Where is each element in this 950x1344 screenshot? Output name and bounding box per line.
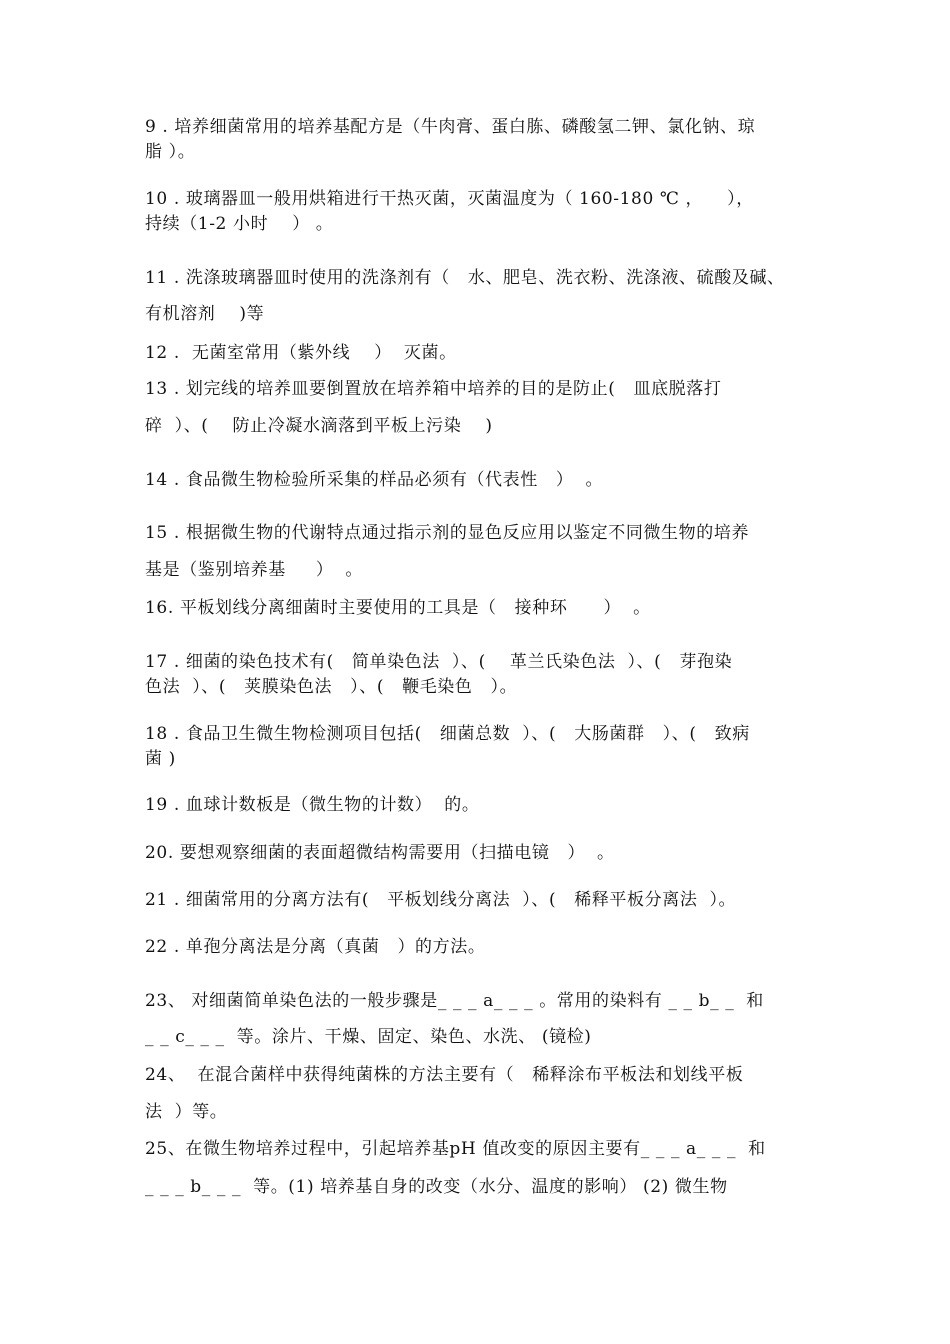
q17-line-1: 17 . 细菌的染色技术有( 简单染色法 ）、( 革兰氏染色法 ）、( 芽孢染	[145, 652, 733, 672]
q23-line-1: 23、 对细菌简单染色法的一般步骤是_ _ _ a_ _ _ 。常用的染料有 _ _ b_ _ 和	[145, 991, 764, 1011]
q13-line-1: 13 . 划完线的培养皿要倒置放在培养箱中培养的目的是防止( 皿底脱落打	[145, 379, 722, 399]
q9-line-1: 9 . 培养细菌常用的培养基配方是（牛肉膏、蛋白胨、磷酸氢二钾、氯化钠、琼	[145, 117, 756, 137]
q10-line-1: 10 . 玻璃器皿一般用烘箱进行干热灭菌，灭菌温度为（ 160-180 ℃ ， ），	[145, 189, 754, 209]
q9-line-2: 脂 ）。	[145, 142, 196, 162]
q11-line-2: 有机溶剂 )等	[145, 304, 265, 324]
q17-line-2: 色法 ）、( 荚膜染色法 ）、( 鞭毛染色 ）。	[145, 677, 518, 697]
q16-line-1: 16. 平板划线分离细菌时主要使用的工具是（ 接种环 ） 。	[145, 598, 651, 618]
q11-line-1: 11 . 洗涤玻璃器皿时使用的洗涤剂有（ 水、肥皂、洗衣粉、洗涤液、硫酸及碱、	[145, 268, 785, 288]
q13-line-2: 碎 ）、( 防止冷凝水滴落到平板上污染 )	[145, 416, 493, 436]
q12-line-1: 12 . 无菌室常用（紫外线 ） 灭菌。	[145, 343, 457, 363]
q18-line-1: 18 . 食品卫生微生物检测项目包括( 细菌总数 ）、( 大肠菌群 ）、( 致病	[145, 724, 750, 744]
q21-line-1: 21 . 细菌常用的分离方法有( 平板划线分离法 ）、( 稀释平板分离法 ）。	[145, 890, 737, 910]
q15-line-2: 基是（鉴别培养基 ） 。	[145, 560, 364, 580]
q10-line-2: 持续（1-2 小时 ） 。	[145, 214, 334, 234]
q25-line-2: _ _ _ b_ _ _ 等。(1) 培养基自身的改变（水分、温度的影响） (2) 微生物	[145, 1177, 728, 1197]
q14-line-1: 14 . 食品微生物检验所采集的样品必须有（代表性 ） 。	[145, 470, 604, 490]
q24-line-2: 法 ）等。	[145, 1102, 228, 1122]
q20-line-1: 20. 要想观察细菌的表面超微结构需要用（扫描电镜 ） 。	[145, 843, 615, 863]
q24-line-1: 24、 在混合菌样中获得纯菌株的方法主要有（ 稀释涂布平板法和划线平板	[145, 1065, 744, 1085]
q25-line-1: 25、在微生物培养过程中，引起培养基pH 值改变的原因主要有_ _ _ a_ _ _ 和	[145, 1139, 766, 1159]
q23-line-2: _ _ c_ _ _ 等。涂片、干燥、固定、染色、水洗、 (镜检)	[145, 1027, 592, 1047]
q15-line-1: 15 . 根据微生物的代谢特点通过指示剂的显色反应用以鉴定不同微生物的培养	[145, 523, 750, 543]
q18-line-2: 菌 )	[145, 749, 176, 769]
q19-line-1: 19 . 血球计数板是（微生物的计数） 的。	[145, 795, 480, 815]
q22-line-1: 22 . 单孢分离法是分离（真菌 ）的方法。	[145, 937, 486, 957]
